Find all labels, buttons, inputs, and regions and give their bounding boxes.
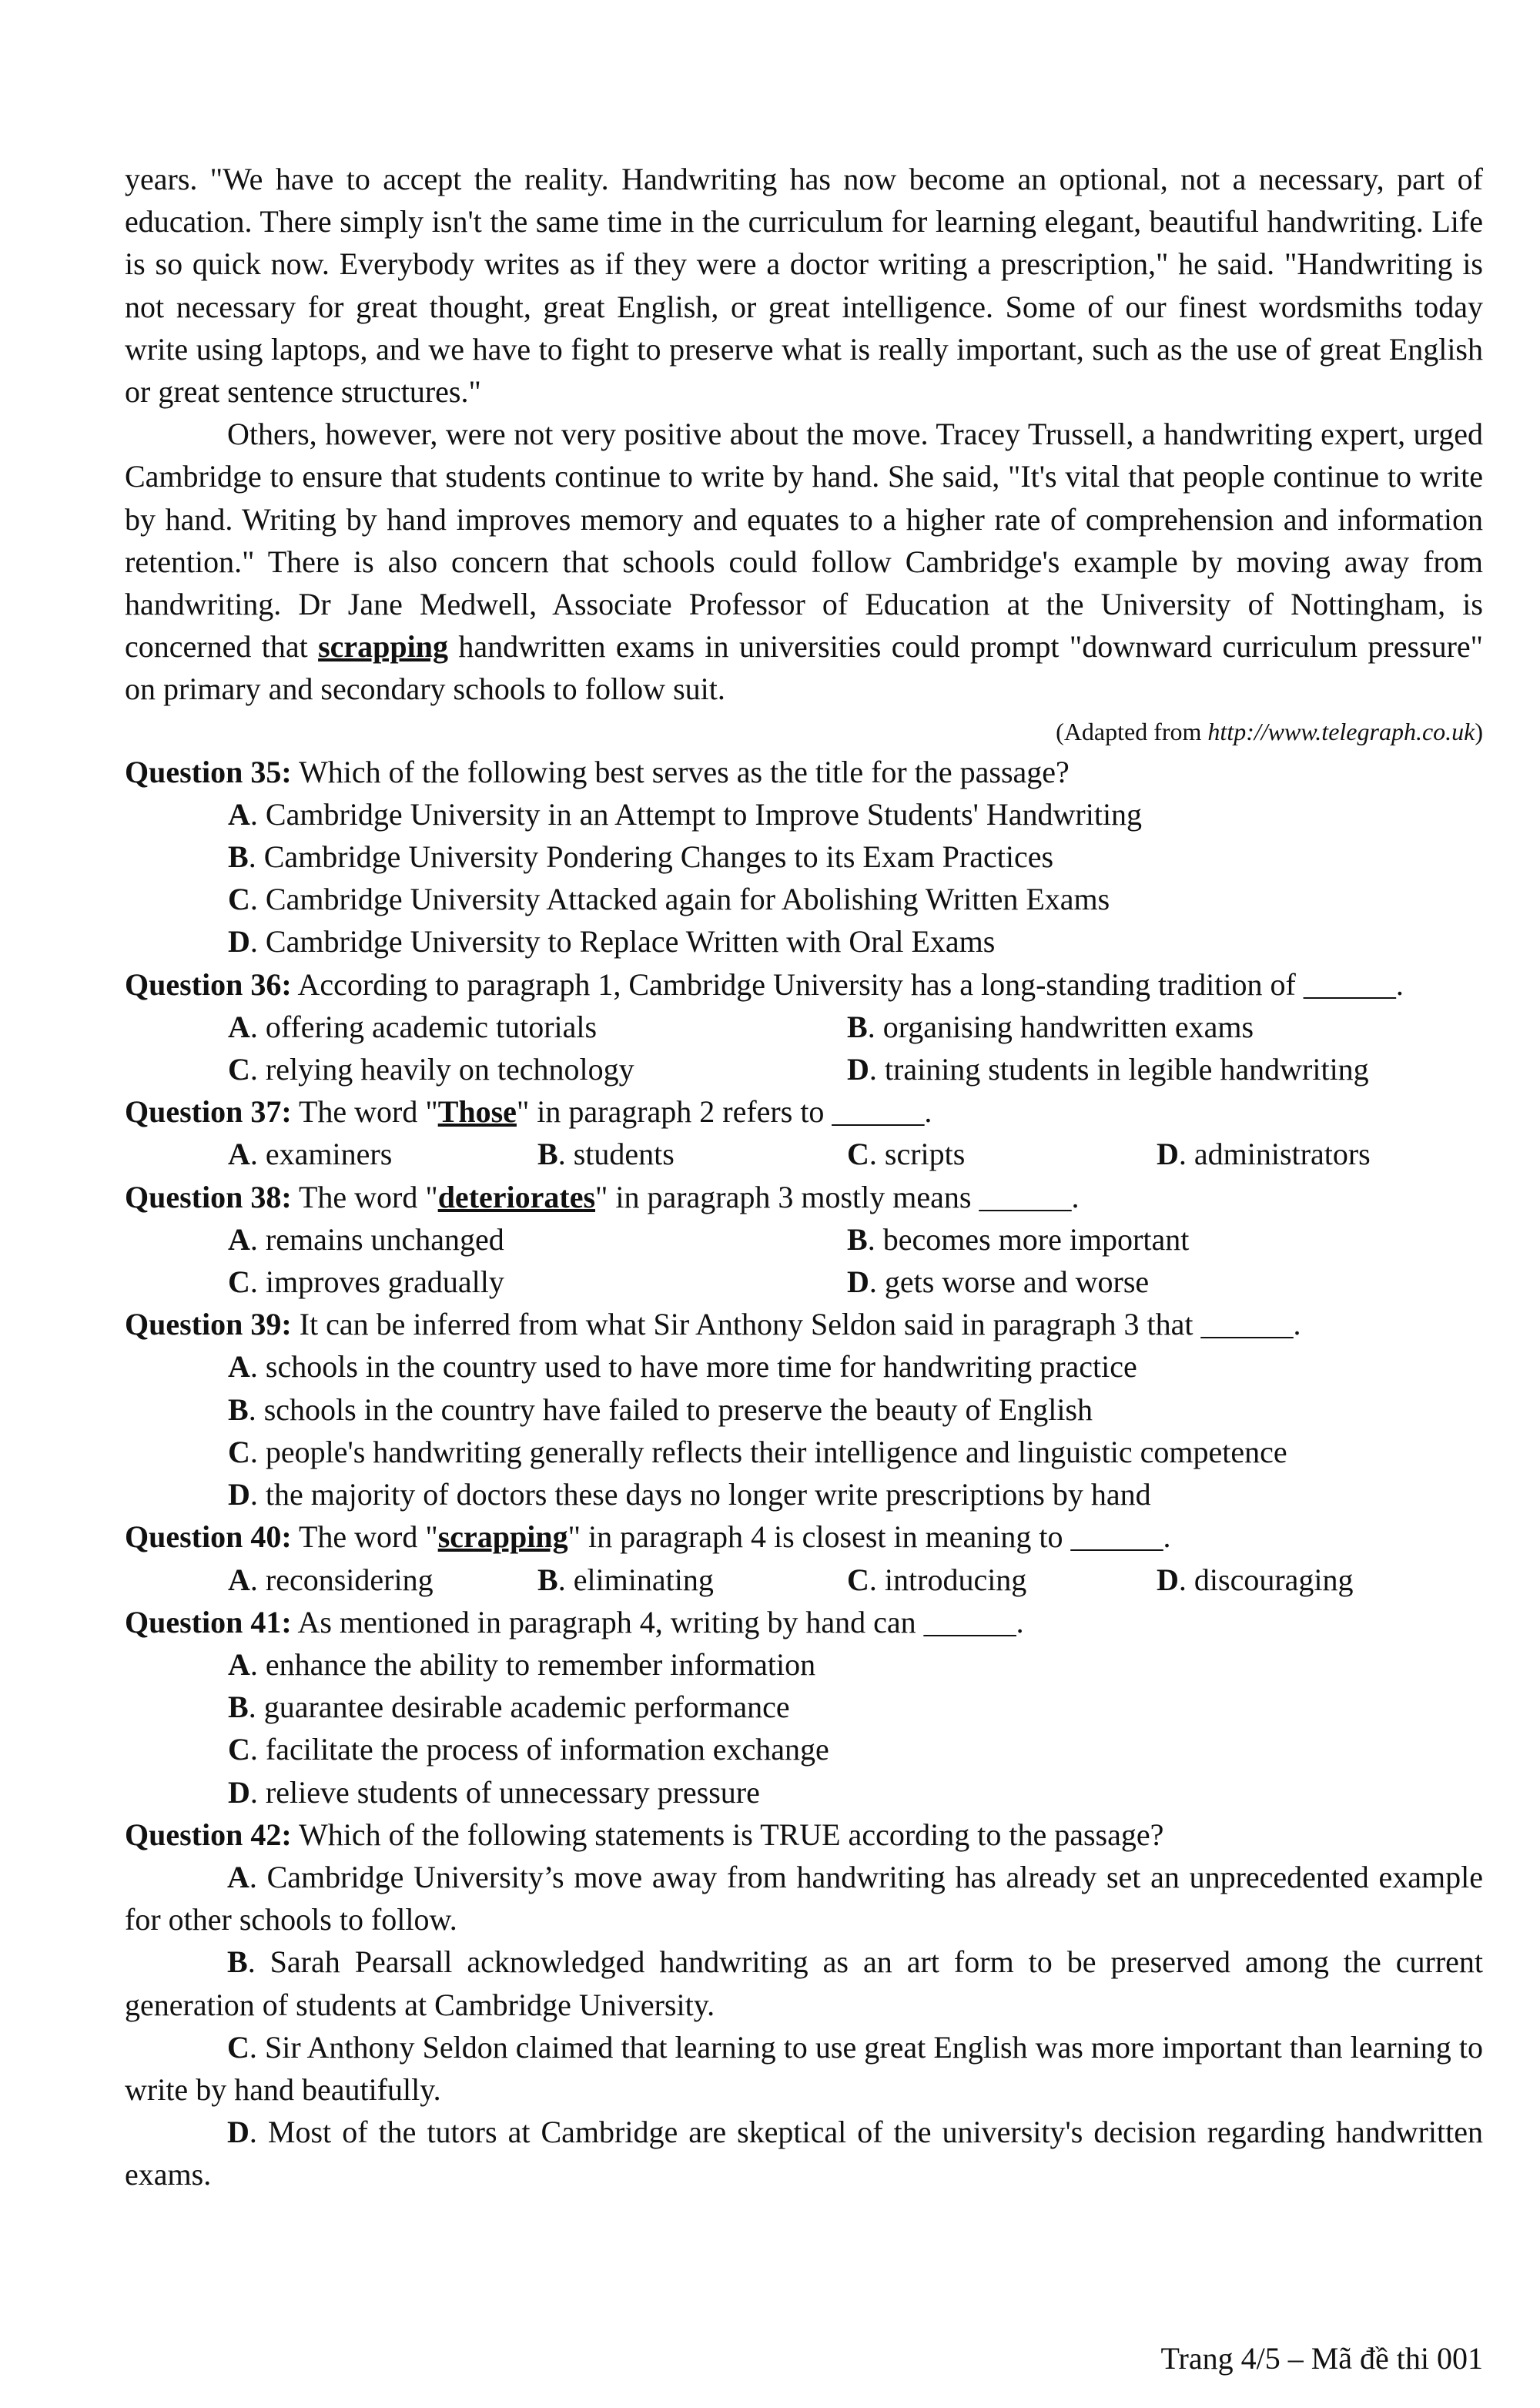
question-36-stem: Question 36: According to paragraph 1, Cambridge University has a long-standing tradition of ______. [125,966,1404,1002]
q42-option-b[interactable]: B. Sarah Pearsall acknowledged handwriting as an art form to be preserved among the current generation of students at Cambridge University. [125,1944,1483,2022]
q40-option-c[interactable]: C. introducing [847,1562,1027,1597]
q38-option-c[interactable]: C. improves gradually [228,1264,504,1300]
keyword-scrapping: scrapping [318,629,449,665]
keyword-scrapping-q40: scrapping [437,1519,568,1555]
q36-option-b[interactable]: B. organising handwritten exams [847,1009,1254,1044]
question-42-stem: Question 42: Which of the following statements is TRUE according to the passage? [125,1817,1164,1852]
q40-options [125,1559,1483,1601]
question-41-stem: Question 41: As mentioned in paragraph 4, writing by hand can ______. [125,1604,1024,1639]
q38-option-d[interactable]: D. gets worse and worse [847,1264,1150,1300]
q42-option-d[interactable]: D. Most of the tutors at Cambridge are skeptical of the university's decision regarding handwritten exams. [125,2115,1483,2192]
q37-option-c[interactable]: C. scripts [847,1137,966,1172]
q39-option-d[interactable]: D. the majority of doctors these days no longer write prescriptions by hand [228,1477,1151,1512]
page-footer: Trang 4/5 – Mã đề thi 001 [1160,2341,1483,2376]
q35-option-a[interactable]: A. Cambridge University in an Attempt to Improve Students' Handwriting [228,796,1143,832]
q35-option-b[interactable]: B. Cambridge University Pondering Changes to its Exam Practices [228,839,1054,875]
q36-option-d[interactable]: D. training students in legible handwriting [847,1052,1369,1087]
q37-option-d[interactable]: D. administrators [1157,1137,1371,1172]
q38-option-b[interactable]: B. becomes more important [847,1221,1190,1257]
question-37-stem: Question 37: The word "Those" in paragraph 2 refers to ______. [125,1094,932,1130]
source-url: http://www.telegraph.co.uk [1207,717,1475,745]
q38-options [125,1218,1483,1303]
question-35-stem: Question 35: Which of the following best serves as the title for the passage? [125,754,1070,789]
q37-options [125,1133,1483,1175]
question-38-stem: Question 38: The word "deteriorates" in paragraph 3 mostly means ______. [125,1179,1080,1214]
q40-option-a[interactable]: A. reconsidering [228,1562,434,1597]
q36-options [125,1006,1483,1090]
question-39-stem: Question 39: It can be inferred from what Sir Anthony Seldon said in paragraph 3 that ______. [125,1307,1301,1342]
q41-option-c[interactable]: C. facilitate the process of information exchange [228,1732,829,1767]
q39-option-b[interactable]: B. schools in the country have failed to preserve the beauty of English [228,1392,1093,1427]
q38-option-a[interactable]: A. remains unchanged [228,1221,504,1257]
passage-paragraph-3-end: years. "We have to accept the reality. Handwriting has now become an optional, not a necessary, part of education. There simply isn't the same time in the curriculum for learning elegant, beautiful handwriting. Life is so quick now. Everybody writes as if they were a doctor writing a prescription," he said. "Handwriting is not necessary for great thought, great English, or great intelligence. Some of our finest wordsmiths today write using laptops, and we have to fight to preserve what is really important, such as the use of great English or great sentence structures." [125,162,1483,410]
question-40-stem: Question 40: The word "scrapping" in paragraph 4 is closest in meaning to ______. [125,1519,1171,1555]
q36-option-a[interactable]: A. offering academic tutorials [228,1009,598,1044]
passage-paragraph-4: Others, however, were not very positive about the move. Tracey Trussell, a handwriting expert, urged Cambridge to ensure that students continue to write by hand. She said, "It's vital that people continue to write by hand. Writing by hand improves memory and equates to a higher rate of comprehension and information retention." There is also concern that schools could follow Cambridge's example by moving away from handwriting. Dr Jane Medwell, Associate Professor of Education at the University of Nottingham, is concerned that scrapping handwritten exams in universities could prompt "downward curriculum pressure" on primary and secondary schools to follow suit. [125,417,1483,707]
q37-option-a[interactable]: A. examiners [228,1137,393,1172]
q40-option-d[interactable]: D. discouraging [1157,1562,1354,1597]
q37-option-b[interactable]: B. students [537,1137,675,1172]
exam-page [125,158,1483,2196]
q35-option-c[interactable]: C. Cambridge University Attacked again for Abolishing Written Exams [228,882,1110,917]
q39-option-a[interactable]: A. schools in the country used to have more time for handwriting practice [228,1349,1137,1385]
keyword-those: Those [437,1094,517,1130]
q42-option-c[interactable]: C. Sir Anthony Seldon claimed that learning to use great English was more important than learning to write by hand beautifully. [125,2029,1483,2107]
q41-option-a[interactable]: A. enhance the ability to remember information [228,1646,816,1682]
q41-option-b[interactable]: B. guarantee desirable academic performance [228,1690,790,1725]
q40-option-b[interactable]: B. eliminating [537,1562,714,1597]
q41-option-d[interactable]: D. relieve students of unnecessary pressure [228,1774,760,1810]
q36-option-c[interactable]: C. relying heavily on technology [228,1052,634,1087]
q35-option-d[interactable]: D. Cambridge University to Replace Written with Oral Exams [228,924,996,960]
q42-option-a[interactable]: A. Cambridge University’s move away from handwriting has already set an unprecedented example for other schools to follow. [125,1859,1483,1937]
q39-option-c[interactable]: C. people's handwriting generally reflects their intelligence and linguistic competence [228,1434,1287,1469]
source-citation: (Adapted from http://www.telegraph.co.uk) [1056,717,1483,745]
keyword-deteriorates: deteriorates [437,1179,596,1214]
